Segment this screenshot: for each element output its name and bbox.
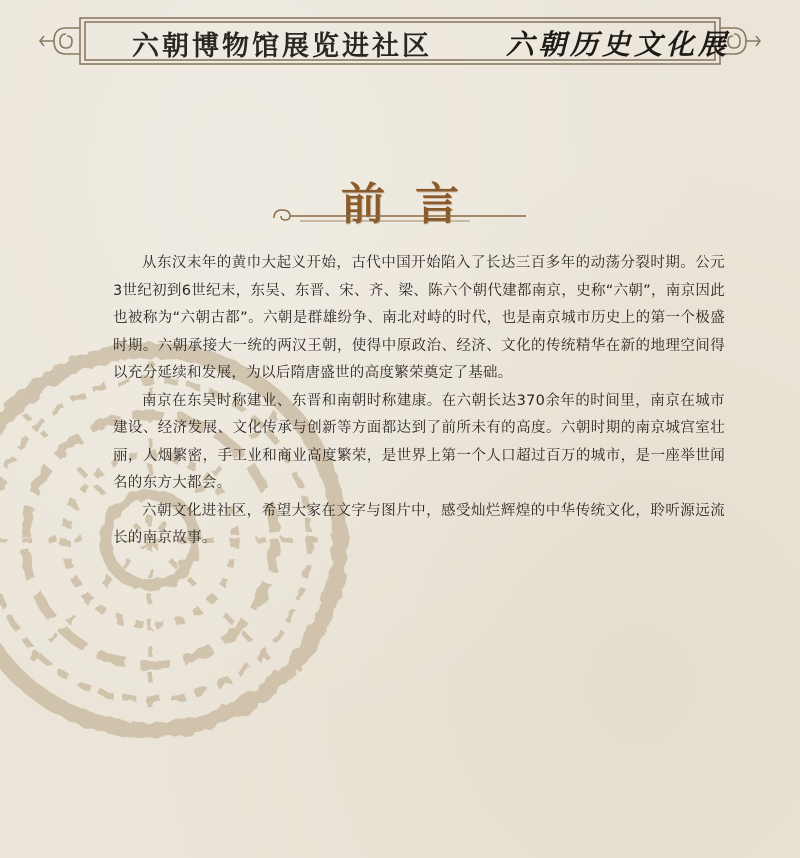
preface-body xyxy=(113,250,725,553)
page-title: 前言 xyxy=(341,179,489,230)
banner-right-title: 六朝历史文化展 xyxy=(506,28,731,61)
banner-left-title: 六朝博物馆展览进社区 xyxy=(132,31,432,62)
title-underline-ornament xyxy=(270,206,530,226)
paragraph-1: 从东汉末年的黄巾大起义开始，古代中国开始陷入了长达三百多年的动荡分裂时期。公元3世纪初到6世纪末，东吴、东晋、宋、齐、梁、陈六个朝代建都南京，史称“六朝”，南京因此也被称为“六朝古都”。六朝是群雄纷争、南北对峙的时代，也是南京城市历史上的第一个极盛时期。六朝承接大一统的两汉王朝，使得中原政治、经济、文化的传统精华在新的地理空间得以充分延续和发展，为以后隋唐盛世的高度繁荣奠定了基础。 xyxy=(113,255,725,381)
paragraph-2: 南京在东吴时称建业、东晋和南朝时称建康。在六朝长达370余年的时间里，南京在城市建设、经济发展、文化传承与创新等方面都达到了前所未有的高度。六朝时期的南京城宫室壮丽，人烟繁密，手工业和商业高度繁荣，是世界上第一个人口超过百万的城市，是一座举世闻名的东方大都会。 xyxy=(113,392,725,491)
paragraph-3: 六朝文化进社区，希望大家在文字与图片中，感受灿烂辉煌的中华传统文化，聆听源远流长的南京故事。 xyxy=(113,502,725,546)
header-banner xyxy=(36,14,764,68)
